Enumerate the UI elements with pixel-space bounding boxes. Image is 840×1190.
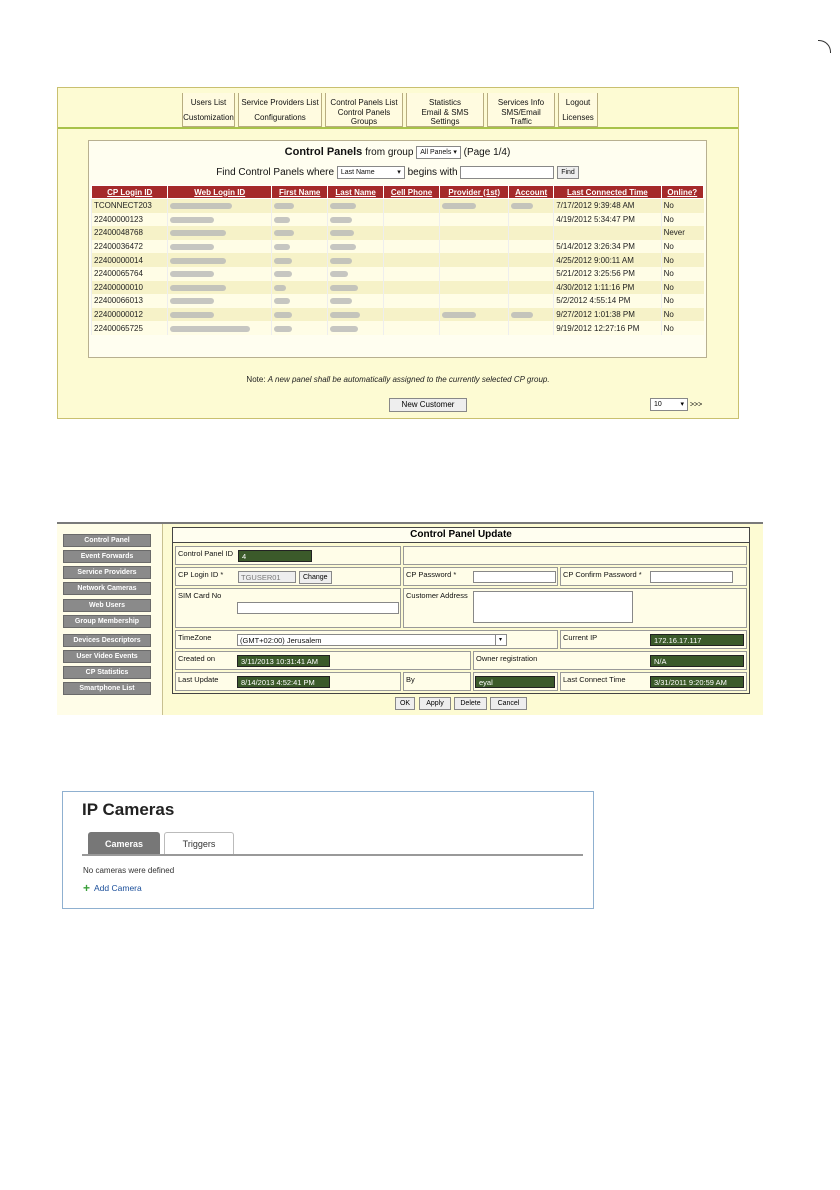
note-text: Note: A new panel shall be automatically assigned to the currently selected CP group. [246,375,550,384]
cp-login-id-cell[interactable]: 22400000010 [92,281,168,295]
confirm-label: CP Confirm Password * [563,570,642,579]
redacted-value [274,230,294,236]
col-account[interactable]: Account [509,186,554,199]
page-info: (Page 1/4) [463,147,511,159]
delete-button[interactable]: Delete [454,697,487,710]
page-corner-mark [818,40,831,53]
table-row[interactable] [92,226,704,240]
current-ip-field: 172.16.17.117 [650,634,744,646]
confirm-password-input[interactable] [650,571,733,583]
redacted-cell [328,308,383,322]
apply-button[interactable]: Apply [419,697,451,710]
tab-cameras[interactable]: Cameras [88,832,160,854]
redacted-cell [383,213,439,227]
table-row[interactable] [92,294,704,308]
last-connected-cell: 4/25/2012 9:00:11 AM [554,253,661,267]
table-row[interactable] [92,240,704,254]
online-cell: No [661,281,703,295]
by-field: eyal [475,676,555,688]
redacted-value [170,298,214,304]
redacted-cell [509,267,554,281]
tab-triggers[interactable]: Triggers [164,832,234,854]
nav-customization[interactable]: Customization [182,108,235,127]
table-body [92,199,704,335]
redacted-value [274,203,294,209]
redacted-value [511,203,533,209]
timezone-select[interactable]: (GMT+02:00) Jerusalem ▾ [237,634,507,646]
chevron-down-icon: ▾ [397,169,401,176]
cp-login-id-cell[interactable]: 22400065725 [92,321,168,335]
redacted-cell [328,294,383,308]
table-row[interactable] [92,321,704,335]
redacted-cell [168,294,272,308]
find-field-select[interactable]: Last Name ▾ [337,166,405,179]
owner-field: N/A [650,655,744,667]
add-camera-link[interactable]: + Add Camera [83,881,142,895]
online-cell: No [661,294,703,308]
page-title: IP Cameras [82,800,175,819]
top-nav-row-2 [182,108,598,127]
redacted-cell [168,226,272,240]
redacted-cell [509,321,554,335]
redacted-cell [440,226,509,240]
redacted-value [442,203,476,209]
redacted-value [330,203,356,209]
control-panels-table [91,185,704,335]
last-update-field: 8/14/2013 4:52:41 PM [237,676,330,688]
redacted-cell [383,308,439,322]
redacted-cell [271,240,327,254]
table-row[interactable] [92,281,704,295]
col-cell-phone[interactable]: Cell Phone [383,186,439,199]
online-cell: No [661,253,703,267]
find-label: Find Control Panels where [216,167,335,179]
redacted-cell [328,321,383,335]
redacted-cell [383,281,439,295]
redacted-cell [440,308,509,322]
redacted-cell [440,294,509,308]
redacted-cell [271,308,327,322]
redacted-value [330,285,358,291]
leftnav-devices-descriptors[interactable]: Devices Descriptors [63,634,151,647]
redacted-cell [168,253,272,267]
col-online[interactable]: Online? [661,186,703,199]
redacted-cell [383,267,439,281]
cp-login-id-cell[interactable]: 22400000123 [92,213,168,227]
online-cell: No [661,321,703,335]
created-field: 3/11/2013 10:31:41 AM [237,655,330,667]
redacted-cell [440,240,509,254]
redacted-value [330,244,356,250]
nav-statistics[interactable]: Statistics [406,93,484,112]
cp-login-id-cell[interactable]: TCONNECT203 [92,199,168,213]
ip-cameras-screen [62,791,594,909]
col-provider[interactable]: Provider (1st) [440,186,509,199]
by-cell [403,672,471,691]
redacted-cell [440,321,509,335]
redacted-cell [328,199,383,213]
redacted-value [330,230,354,236]
nav-sms-email-traffic[interactable]: SMS/Email Traffic [487,108,555,127]
next-page-link[interactable]: >>> [689,401,703,409]
pw-label: CP Password * [406,570,457,579]
last-connected-cell: 4/19/2012 5:34:47 PM [554,213,661,227]
redacted-cell [328,240,383,254]
redacted-cell [383,199,439,213]
redacted-cell [328,267,383,281]
plus-icon: + [83,881,91,895]
redacted-value [330,258,352,264]
from-group-label: from group [365,147,414,159]
redacted-cell [328,213,383,227]
redacted-cell [383,294,439,308]
redacted-cell [168,213,272,227]
address-label: Customer Address [406,591,468,600]
redacted-value [330,271,348,277]
nav-divider [58,127,738,129]
online-cell: No [661,213,703,227]
col-last-name[interactable]: Last Name [328,186,383,199]
control-panel-update-screen [57,522,763,715]
created-label: Created on [178,654,216,663]
leftnav-event-forwards[interactable]: Event Forwards [63,550,151,563]
group-select[interactable]: All Panels ▾ [416,146,461,159]
redacted-value [511,312,533,318]
ip-label: Current IP [563,633,598,642]
nav-logout[interactable]: Logout [558,93,598,112]
empty-cell [403,546,747,565]
redacted-cell [168,308,272,322]
password-input[interactable] [473,571,556,583]
redacted-cell [383,226,439,240]
redacted-value [274,258,292,264]
redacted-cell [168,321,272,335]
redacted-value [330,298,352,304]
nav-control-panels-groups[interactable]: Control Panels Groups [325,108,403,127]
table-row[interactable] [92,308,704,322]
redacted-cell [168,240,272,254]
redacted-value [274,285,286,291]
redacted-cell [168,281,272,295]
redacted-cell [509,281,554,295]
find-input[interactable] [460,166,554,179]
redacted-cell [328,253,383,267]
login-field: TGUSER01 [238,571,296,583]
begins-with-label: begins with [407,167,458,179]
nav-services-info[interactable]: Services Info [487,93,555,112]
redacted-value [330,217,352,223]
redacted-value [274,217,290,223]
redacted-cell [440,267,509,281]
owner-label: Owner registration [476,654,538,663]
redacted-value [170,312,214,318]
col-cp-login-id[interactable]: CP Login ID [92,186,168,199]
redacted-cell [383,321,439,335]
redacted-cell [271,213,327,227]
leftnav-web-users[interactable]: Web Users [63,599,151,612]
table-row[interactable] [92,213,704,227]
redacted-cell [328,226,383,240]
ok-button[interactable]: OK [395,697,415,710]
leftnav-control-panel[interactable]: Control Panel [63,534,151,547]
cp-id-label: Control Panel ID [178,549,234,558]
redacted-cell [271,226,327,240]
redacted-cell [168,267,272,281]
new-customer-button[interactable]: New Customer [389,398,467,412]
cp-login-id-cell[interactable]: 22400000012 [92,308,168,322]
pager [650,398,702,411]
redacted-value [330,326,358,332]
leftnav-user-video-events[interactable]: User Video Events [63,650,151,663]
last-connected-cell: 7/17/2012 9:39:48 AM [554,199,661,213]
redacted-cell [271,267,327,281]
redacted-value [170,217,214,223]
redacted-cell [271,281,327,295]
find-row [89,166,706,179]
redacted-cell [383,253,439,267]
cancel-button[interactable]: Cancel [490,697,527,710]
col-web-login-id[interactable]: Web Login ID [168,186,272,199]
sim-label: SIM Card No [178,591,222,600]
nav-service-providers-list[interactable]: Service Providers List [238,93,322,112]
page-size-select[interactable]: 10 ▾ [650,398,688,411]
redacted-cell [271,294,327,308]
find-button[interactable]: Find [557,166,579,179]
sim-input[interactable] [237,602,399,614]
table-row[interactable] [92,199,704,213]
redacted-cell [440,281,509,295]
redacted-cell [440,199,509,213]
redacted-cell [509,253,554,267]
chevron-down-icon: ▾ [680,401,684,408]
redacted-value [274,312,292,318]
redacted-cell [509,213,554,227]
nav-control-panels-list[interactable]: Control Panels List [325,93,403,112]
redacted-cell [328,281,383,295]
nav-licenses[interactable]: Licenses [558,108,598,127]
leftnav-group-membership[interactable]: Group Membership [63,615,151,628]
tz-label: TimeZone [178,633,212,642]
table-row[interactable] [92,267,704,281]
list-title: Control Panels [284,146,363,159]
last-connected-cell [554,226,661,240]
col-first-name[interactable]: First Name [271,186,327,199]
cp-login-id-cell[interactable]: 22400048768 [92,226,168,240]
redacted-cell [271,199,327,213]
update-label: Last Update [178,675,219,684]
nav-configurations[interactable]: Configurations [238,108,322,127]
last-connected-cell: 9/19/2012 12:27:16 PM [554,321,661,335]
control-panels-list-screen [57,87,739,419]
update-form [172,527,750,694]
redacted-cell [168,199,272,213]
redacted-value [274,271,292,277]
last-connected-cell: 5/21/2012 3:25:56 PM [554,267,661,281]
leftnav-cp-statistics[interactable]: CP Statistics [63,666,151,679]
nav-email-sms-settings[interactable]: Email & SMS Settings [406,108,484,127]
empty-state-text: No cameras were defined [83,866,175,875]
last-connected-cell: 5/2/2012 4:55:14 PM [554,294,661,308]
leftnav-service-providers[interactable]: Service Providers [63,566,151,579]
last-connect-field: 3/31/2011 9:20:59 AM [650,676,744,688]
leftnav-network-cameras[interactable]: Network Cameras [63,582,151,595]
redacted-value [170,258,226,264]
cp-login-id-cell[interactable]: 22400000014 [92,253,168,267]
left-nav [57,524,163,715]
leftnav-smartphone-list[interactable]: Smartphone List [63,682,151,695]
last-connected-cell: 5/14/2012 3:26:34 PM [554,240,661,254]
list-heading [89,146,706,159]
redacted-value [274,244,290,250]
online-cell: No [661,199,703,213]
col-last-connected[interactable]: Last Connected Time [554,186,661,199]
redacted-value [170,244,214,250]
redacted-cell [509,240,554,254]
cp-login-id-cell[interactable]: 22400036472 [92,240,168,254]
cp-id-field: 4 [238,550,312,562]
redacted-value [170,203,232,209]
cp-login-id-cell[interactable]: 22400065764 [92,267,168,281]
online-cell: Never [661,226,703,240]
redacted-value [274,298,290,304]
redacted-cell [271,253,327,267]
last-connected-cell: 4/30/2012 1:11:16 PM [554,281,661,295]
redacted-value [330,312,360,318]
address-textarea[interactable] [473,591,633,623]
online-cell: No [661,267,703,281]
last-connected-cell: 9/27/2012 1:01:38 PM [554,308,661,322]
redacted-value [442,312,476,318]
tab-underline [82,854,583,856]
lastconn-label: Last Connect Time [563,675,626,684]
redacted-cell [383,240,439,254]
redacted-cell [509,294,554,308]
redacted-cell [440,253,509,267]
by-label: By [406,675,415,684]
nav-users-list[interactable]: Users List [182,93,235,112]
redacted-value [170,285,226,291]
chevron-down-icon: ▾ [495,635,505,645]
cp-login-id-cell[interactable]: 22400066013 [92,294,168,308]
redacted-cell [509,226,554,240]
redacted-value [170,326,250,332]
online-cell: No [661,240,703,254]
table-header-row [92,186,704,199]
redacted-cell [440,213,509,227]
chevron-down-icon: ▾ [453,149,457,156]
online-cell: No [661,308,703,322]
change-button[interactable]: Change [299,571,332,584]
redacted-value [274,326,292,332]
redacted-value [170,271,214,277]
redacted-value [170,230,226,236]
redacted-cell [509,308,554,322]
form-title: Control Panel Update [173,528,749,543]
redacted-cell [271,321,327,335]
redacted-cell [509,199,554,213]
login-label: CP Login ID * [178,570,224,579]
table-row[interactable] [92,253,704,267]
